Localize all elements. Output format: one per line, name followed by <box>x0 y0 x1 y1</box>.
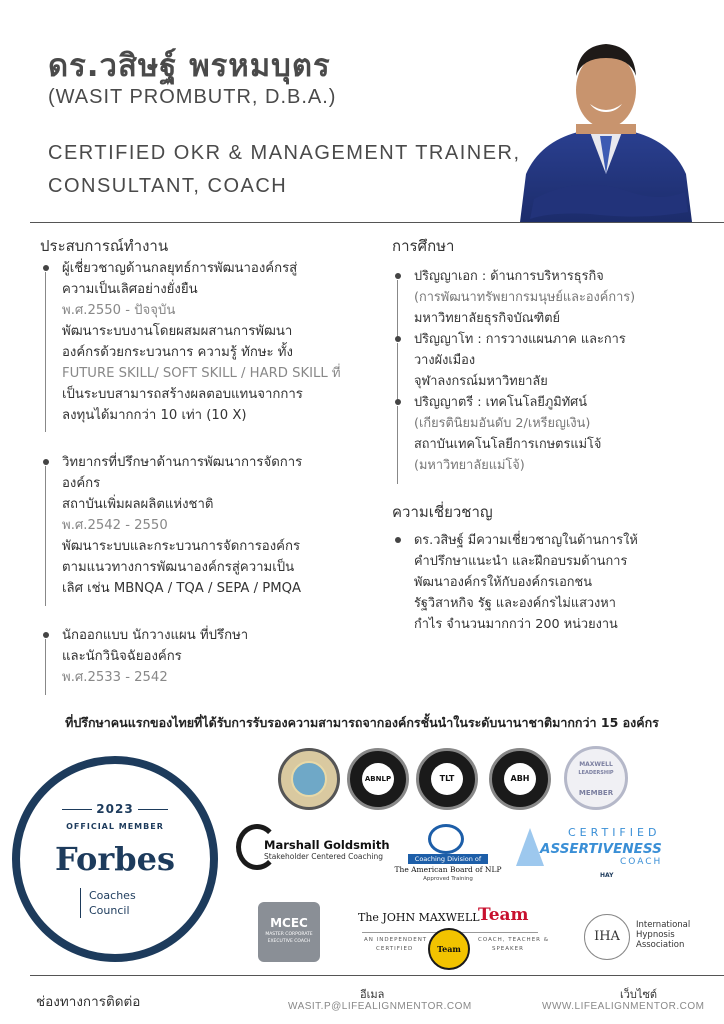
education-heading: การศึกษา <box>392 237 455 255</box>
expertise-text: กำไร จำนวนมากกว่า 200 หน่วยงาน <box>414 617 618 632</box>
expertise-text: คำปรึกษาแนะนำ และฝึกอบรมด้านการ <box>414 554 628 569</box>
assertiveness-label: ASSERTIVENESS <box>540 841 662 857</box>
jm-speaker: SPEAKER <box>492 946 524 952</box>
coach-label: COACH <box>620 857 663 867</box>
education-text: วางผังเมือง <box>414 353 476 368</box>
badge-center <box>431 763 463 795</box>
education-list <box>392 266 682 476</box>
seal-text: Team <box>437 944 461 954</box>
nlp-board-name: The American Board of NLP <box>394 865 502 874</box>
education-text: ปริญญาโท : การวางแผนภาค และการ <box>414 332 626 347</box>
name-english: (WASIT PROMBUTR, D.B.A.) <box>48 86 337 108</box>
experience-text: ความเป็นเลิศอย่างยั่งยืน <box>62 282 198 297</box>
jm-coach-teacher: COACH, TEACHER & <box>478 937 550 943</box>
john-maxwell-name: The JOHN MAXWELL <box>358 911 480 924</box>
bullet-dot <box>395 399 401 405</box>
experience-text: ผู้เชี่ยวชาญด้านกลยุทธ์การพัฒนาองค์กรสู่ <box>62 261 298 276</box>
experience-text: พัฒนาระบบและกระบวนการจัดการองค์กร <box>62 539 301 554</box>
nlp-division-label: Coaching Division of <box>408 854 488 864</box>
john-maxwell-team: Team <box>478 905 529 925</box>
experience-text: ลงทุนได้มากกว่า 10 เท่า (10 X) <box>62 408 247 423</box>
bullet-dot <box>43 459 49 465</box>
experience-text: เลิศ เช่น MBNQA / TQA / SEPA / PMQA <box>62 581 302 596</box>
education-text: (เกียรตินิยมอันดับ 2/เหรียญเงิน) <box>414 416 591 431</box>
forbes-logo-text: Forbes <box>55 840 175 878</box>
timeline-line <box>397 406 398 484</box>
globe-icon <box>291 761 327 797</box>
hay-group-logo: HAY <box>600 872 614 879</box>
timeline-line <box>45 639 46 695</box>
bullet-dot <box>43 265 49 271</box>
abnlp-badge <box>347 748 409 810</box>
maxwell-badge-member: MEMBER <box>578 789 614 797</box>
maxwell-badge-text: LEADERSHIP <box>578 770 614 776</box>
experience-text: และนักวินิจฉัยองค์กร <box>62 649 182 664</box>
website-label: เว็บไซต์ <box>620 988 658 1001</box>
experience-text: องค์กรด้วยกระบวนการ ความรู้ ทักษะ ทั้ง <box>62 345 293 360</box>
iha-line: Hypnosis <box>636 930 675 940</box>
mcec-sub-1: MASTER CORPORATE <box>265 932 313 937</box>
portrait-photo <box>520 24 692 222</box>
experience-text: พัฒนาระบบงานโดยผสมผสานการพัฒนา <box>62 324 293 339</box>
experience-text: เป็นระบบสามารถสร้างผลตอบแทนจากการ <box>62 387 303 402</box>
name-thai: ดร.วสิษฐ์ พรหมบุตร <box>48 48 331 84</box>
badge-center <box>362 763 394 795</box>
experience-text: ตามแนวทางการพัฒนาองค์กรสู่ความเป็น <box>62 560 295 575</box>
iha-monogram: IHA <box>594 929 620 944</box>
website-link[interactable]: WWW.LIFEALIGNMENTOR.COM <box>542 1001 705 1012</box>
maxwell-badge-text: MAXWELL <box>579 761 613 768</box>
experience-list <box>40 258 352 706</box>
experience-period: พ.ศ.2542 - 2550 <box>62 518 168 533</box>
experience-heading: ประสบการณ์ทำงาน <box>40 237 169 255</box>
mcec-text: MCEC <box>270 916 308 930</box>
expertise-item <box>392 530 682 635</box>
experience-text: นักออกแบบ นักวางแผน ที่ปรึกษา <box>62 628 249 643</box>
education-text: ปริญญาเอก : ด้านการบริหารธุรกิจ <box>414 269 604 284</box>
footer-divider <box>30 975 724 976</box>
divider <box>138 809 168 810</box>
abnlp-text: ABNLP <box>364 775 392 783</box>
title-line-1: CERTIFIED OKR & MANAGEMENT TRAINER, <box>48 142 521 164</box>
forbes-official-member: OFFICIAL MEMBER <box>66 822 164 831</box>
john-maxwell-seal <box>428 928 470 970</box>
certification-seal-badge <box>278 748 340 810</box>
bullet-dot <box>43 632 49 638</box>
forbes-year: 2023 <box>96 802 134 816</box>
education-text: จุฬาลงกรณ์มหาวิทยาลัย <box>414 374 548 389</box>
marshall-goldsmith-name: Marshall Goldsmith <box>264 838 390 852</box>
council-line-2: Council <box>89 904 130 917</box>
jm-independent: AN INDEPENDENT <box>364 937 428 943</box>
timeline-line <box>45 272 46 432</box>
education-item <box>392 329 682 392</box>
education-text: มหาวิทยาลัยธุรกิจบัณฑิตย์ <box>414 311 561 326</box>
abnlp-wave-icon <box>428 824 464 854</box>
title-line-2: CONSULTANT, COACH <box>48 175 288 197</box>
experience-period: พ.ศ.2550 - ปัจจุบัน <box>62 303 176 318</box>
experience-text: องค์กร <box>62 476 101 491</box>
mcec-badge <box>258 902 320 962</box>
mcec-sub-2: EXECUTIVE COACH <box>267 939 311 944</box>
education-text: ปริญญาตรี : เทคโนโลยีภูมิทัศน์ <box>414 395 588 410</box>
marshall-goldsmith-sub: Stakeholder Centered Coaching <box>264 852 383 861</box>
experience-text: วิทยากรที่ปรึกษาด้านการพัฒนาการจัดการ <box>62 455 303 470</box>
education-text: สถาบันเทคโนโลยีการเกษตรแม่โจ้ <box>414 437 602 452</box>
maxwell-leadership-member-badge <box>564 746 628 810</box>
certification-tagline: ที่ปรึกษาคนแรกของไทยที่ได้รับการรับรองความสามารถจากองค์กรชั้นนำในระดับนานาชาติมากกว่า 15 องค์กร <box>65 715 659 730</box>
abh-badge <box>489 748 551 810</box>
iha-name <box>636 920 690 950</box>
header-divider <box>30 222 724 223</box>
expertise-text: รัฐวิสาหกิจ รัฐ และองค์กรไม่แสวงหา <box>414 596 616 611</box>
certified-label: CERTIFIED <box>568 826 661 839</box>
iha-line: International <box>636 920 691 930</box>
timeline-line <box>45 466 46 606</box>
experience-item <box>40 258 352 426</box>
iha-line: Association <box>636 940 685 950</box>
education-text: (มหาวิทยาลัยแม่โจ้) <box>414 458 525 473</box>
assertiveness-a-icon <box>516 828 544 866</box>
tlt-badge <box>416 748 478 810</box>
forbes-council-name <box>80 888 136 918</box>
expertise-heading: ความเชี่ยวชาญ <box>392 503 493 521</box>
experience-item <box>40 452 352 599</box>
forbes-coaches-council-badge <box>12 756 218 962</box>
experience-period: พ.ศ.2533 - 2542 <box>62 670 168 685</box>
bullet-dot <box>395 336 401 342</box>
contact-label: ช่องทางการติดต่อ <box>36 994 141 1010</box>
email-label: อีเมล <box>360 988 385 1001</box>
expertise-block <box>392 530 682 653</box>
council-line-1: Coaches <box>89 889 136 902</box>
bullet-dot <box>395 537 401 543</box>
bullet-dot <box>395 273 401 279</box>
abh-text: ABH <box>510 774 530 783</box>
expertise-text: พัฒนาองค์กรให้กับองค์กรเอกชน <box>414 575 592 590</box>
badge-center <box>504 763 536 795</box>
experience-text: สถาบันเพิ่มผลผลิตแห่งชาติ <box>62 497 214 512</box>
email-link[interactable]: WASIT.P@LIFEALIGNMENTOR.COM <box>288 1001 472 1012</box>
jm-certified: CERTIFIED <box>376 946 414 952</box>
education-item <box>392 392 682 476</box>
experience-text: FUTURE SKILL/ SOFT SKILL / HARD SKILL ที่ <box>62 366 341 381</box>
experience-item <box>40 625 352 688</box>
iha-logo <box>584 914 630 960</box>
education-text: (การพัฒนาทรัพยากรมนุษย์และองค์การ) <box>414 290 636 305</box>
nlp-approved: Approved Training <box>423 876 473 882</box>
tlt-text: TLT <box>439 774 455 783</box>
expertise-text: ดร.วสิษฐ์ มีความเชี่ยวชาญในด้านการให้ <box>414 533 638 548</box>
education-item <box>392 266 682 329</box>
